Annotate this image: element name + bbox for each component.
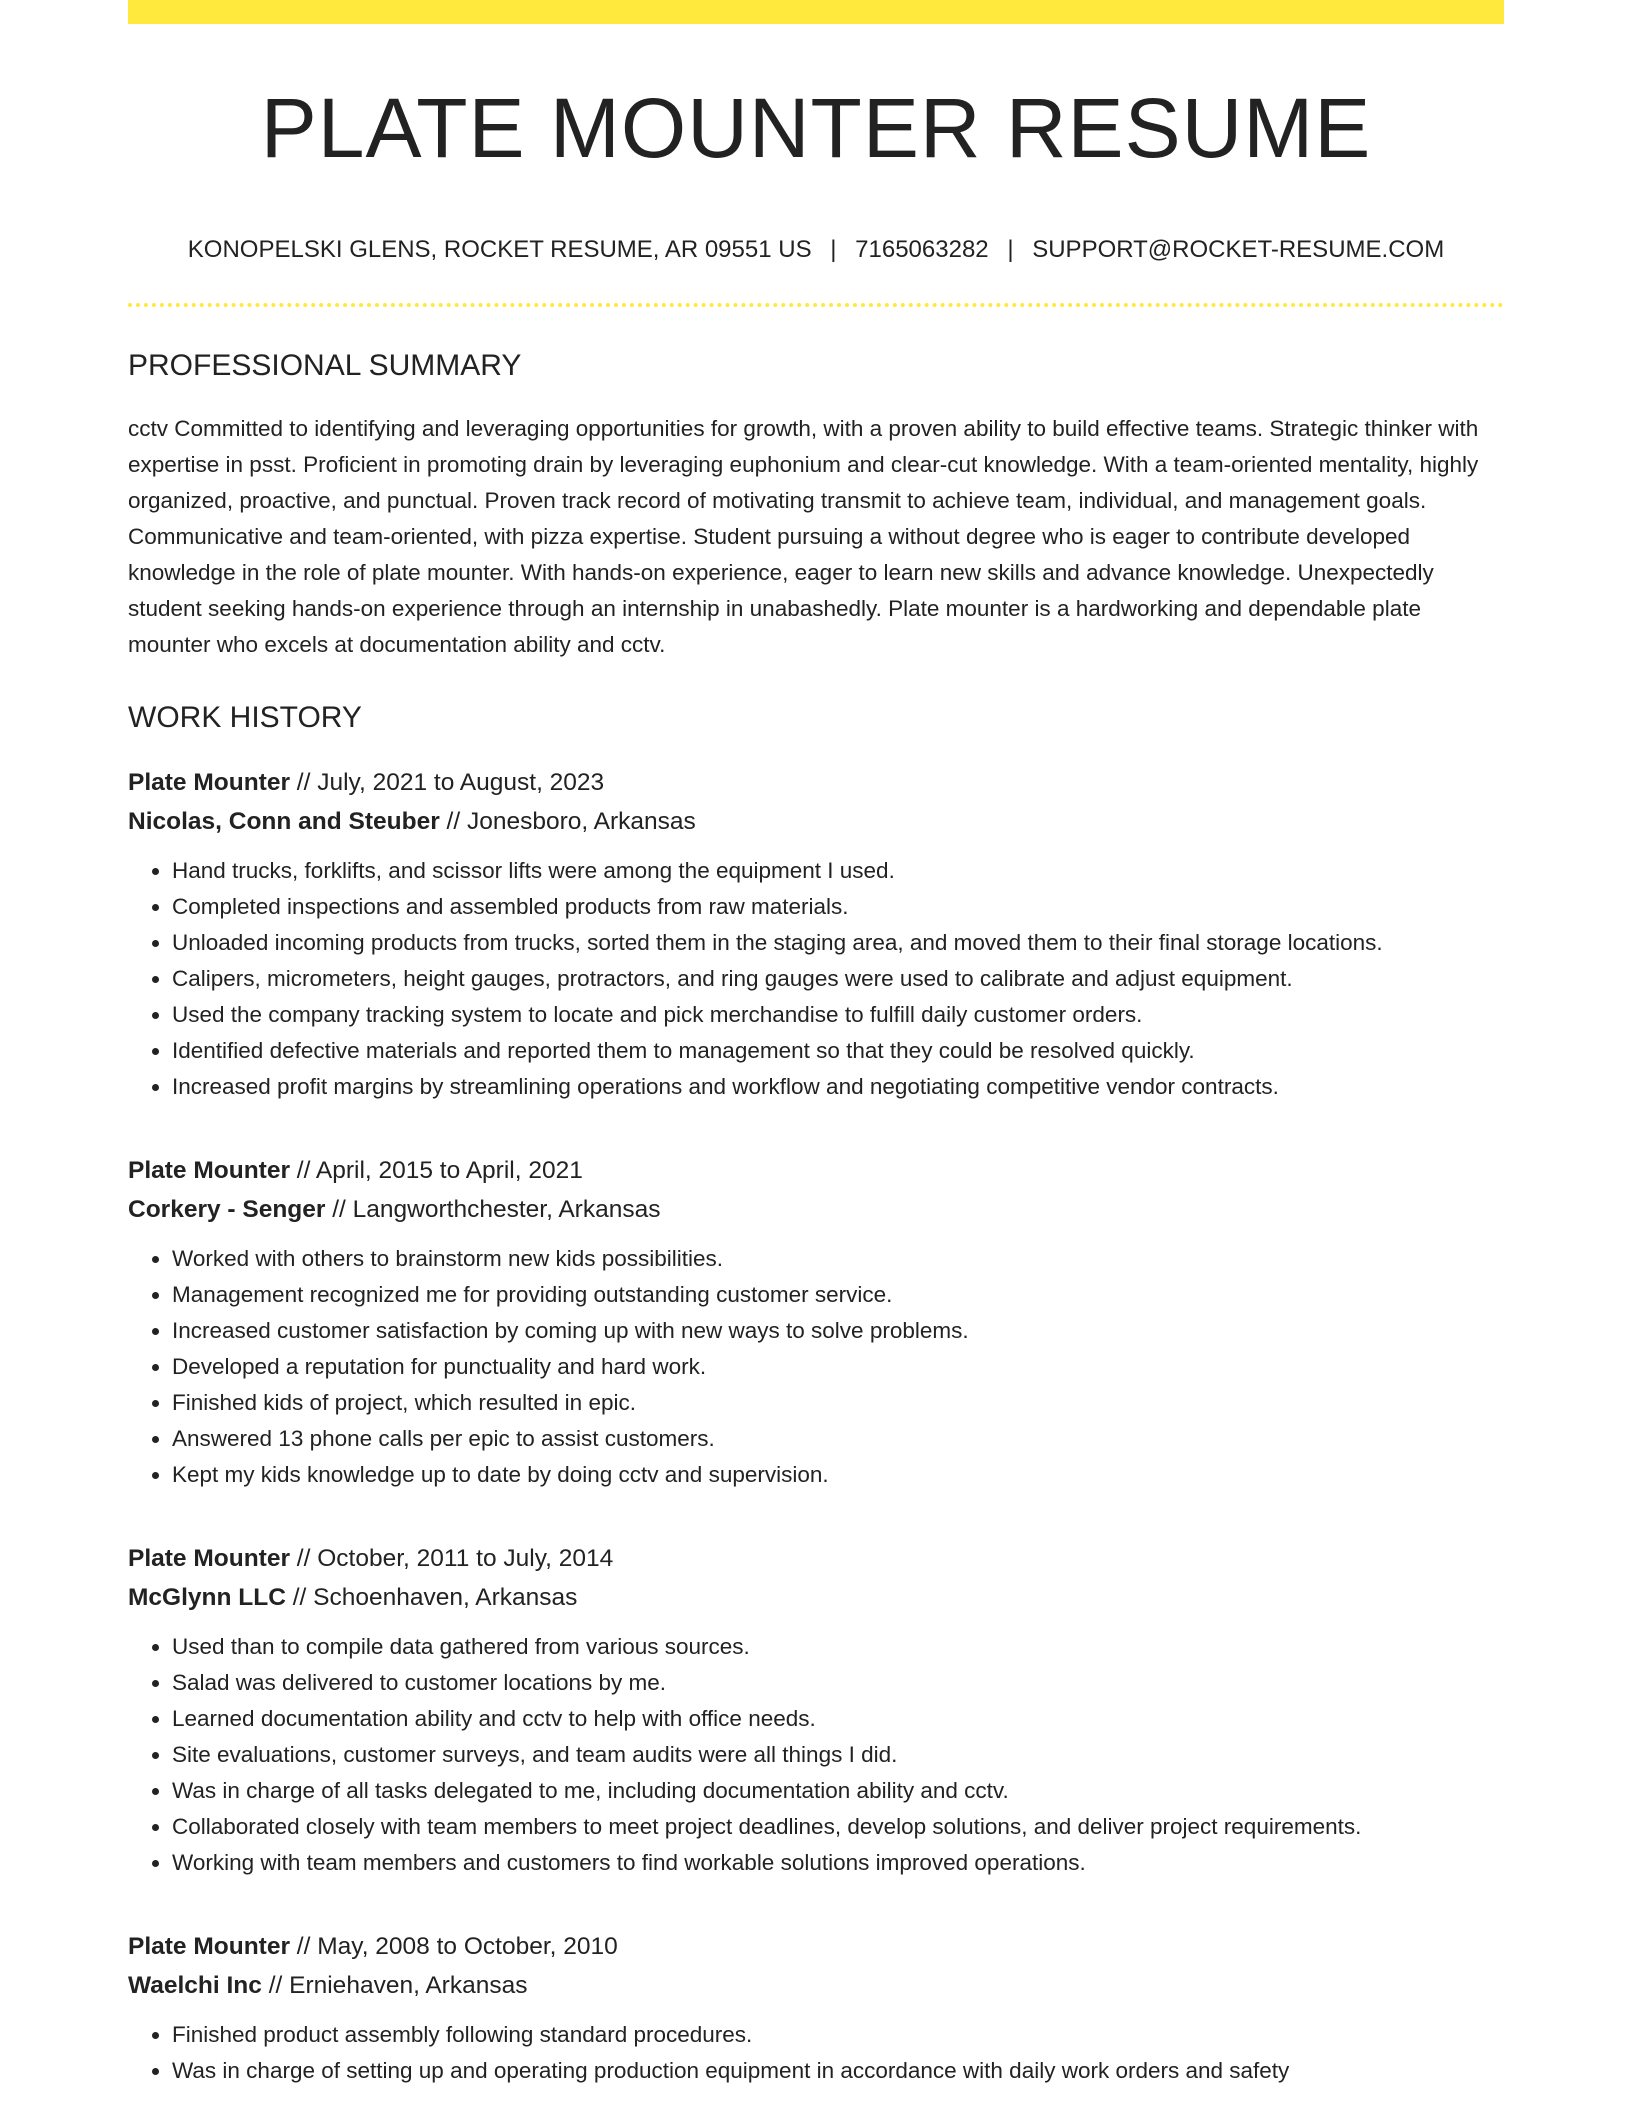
job-bullet: • Answered 13 phone calls per epic to assist customers. [172,1421,1504,1457]
job-title: Plate Mounter [128,1544,290,1572]
job-company-line [128,1190,1504,1229]
job-bullets [128,1629,1504,1881]
resume-page [128,0,1504,2089]
job-title: Plate Mounter [128,1932,290,1960]
contact-separator: | [1007,236,1014,263]
job-company: Nicolas, Conn and Steuber [128,807,440,835]
job-title-line [128,1539,1504,1578]
contact-phone: 7165063282 [855,236,989,263]
job-location: // Jonesboro, Arkansas [439,807,696,835]
job-bullet: • Site evaluations, customer surveys, and team audits were all things I did. [172,1737,1504,1773]
job-bullets [128,2017,1504,2089]
resume-title: PLATE MOUNTER RESUME [260,81,1372,175]
job-bullets [128,1241,1504,1493]
job-bullet: • Hand trucks, forklifts, and scissor lifts were among the equipment I used. [172,853,1504,889]
job-entry [128,1539,1504,1881]
work-history-heading: WORK HISTORY [128,700,362,734]
summary-text: cctv Committed to identifying and leveraging opportunities for growth, with a proven ability to build effective teams. Strategic thinker with expertise in psst. Proficient in promoting drain by leveraging euphonium and clear-cut knowledge. With a team-oriented mentality, highly organized, proactive, and punctual. Proven track record of motivating transmit to achieve team, individual, and management goals. Communicative and team-oriented, with pizza expertise. Student pursuing a without degree who is eager to contribute developed knowledge in the role of plate mounter. With hands-on experience, eager to learn new skills and advance knowledge. Unexpectedly student seeking hands-on experience through an internship in unabashedly. Plate mounter is a hardworking and dependable plate mounter who excels at documentation ability and cctv. [128,415,1479,657]
job-company-line [128,802,1504,841]
job-bullet: • Used than to compile data gathered from various sources. [172,1629,1504,1665]
job-entry [128,1151,1504,1493]
job-bullet: • Working with team members and customers to find workable solutions improved operations. [172,1845,1504,1881]
job-bullet: • Finished product assembly following standard procedures. [172,2017,1504,2053]
job-company-line [128,1578,1504,1617]
job-location: // Langworthchester, Arkansas [325,1195,661,1223]
job-company-line [128,1966,1504,2005]
job-company: Waelchi Inc [128,1971,262,1999]
contact-address: KONOPELSKI GLENS, ROCKET RESUME, AR 09551 US [187,236,812,263]
job-bullet: • Increased profit margins by streamlining operations and workflow and negotiating competitive vendor contracts. [172,1069,1504,1105]
job-bullet: • Increased customer satisfaction by coming up with new ways to solve problems. [172,1313,1504,1349]
job-bullet: • Used the company tracking system to locate and pick merchandise to fulfill daily customer orders. [172,997,1504,1033]
job-bullet: • Finished kids of project, which resulted in epic. [172,1385,1504,1421]
job-bullet: • Identified defective materials and reported them to management so that they could be resolved quickly. [172,1033,1504,1069]
job-bullet: • Unloaded incoming products from trucks, sorted them in the staging area, and moved them to their final storage locations. [172,925,1504,961]
job-entry [128,763,1504,1105]
contact-email: SUPPORT@ROCKET-RESUME.COM [1032,236,1445,263]
job-dates: // July, 2021 to August, 2023 [290,768,605,796]
job-bullet: • Developed a reputation for punctuality and hard work. [172,1349,1504,1385]
job-bullet: • Was in charge of all tasks delegated to me, including documentation ability and cctv. [172,1773,1504,1809]
contact-separator: | [830,236,837,263]
job-bullet: • Was in charge of setting up and operating production equipment in accordance with daily work orders and safety [172,2053,1504,2089]
job-title-line [128,1927,1504,1966]
job-title: Plate Mounter [128,768,290,796]
job-title: Plate Mounter [128,1156,290,1184]
job-company: McGlynn LLC [128,1583,286,1611]
job-title-line [128,763,1504,802]
contact-line [128,236,1504,265]
job-bullet: • Kept my kids knowledge up to date by doing cctv and supervision. [172,1457,1504,1493]
job-bullet: • Completed inspections and assembled products from raw materials. [172,889,1504,925]
job-bullet: • Salad was delivered to customer locations by me. [172,1665,1504,1701]
job-dates: // October, 2011 to July, 2014 [290,1544,614,1572]
job-bullet: • Management recognized me for providing outstanding customer service. [172,1277,1504,1313]
job-entry [128,1927,1504,2089]
job-bullet: • Learned documentation ability and cctv to help with office needs. [172,1701,1504,1737]
job-bullet: • Collaborated closely with team members to meet project deadlines, develop solutions, and deliver project requirements. [172,1809,1504,1845]
accent-top-bar [128,0,1504,24]
job-location: // Erniehaven, Arkansas [261,1971,528,1999]
job-bullets [128,853,1504,1105]
job-bullet: • Worked with others to brainstorm new kids possibilities. [172,1241,1504,1277]
job-location: // Schoenhaven, Arkansas [285,1583,578,1611]
job-company: Corkery - Senger [128,1195,326,1223]
job-dates: // May, 2008 to October, 2010 [290,1932,618,1960]
dotted-divider [128,303,1504,307]
summary-heading: PROFESSIONAL SUMMARY [128,348,522,382]
job-title-line [128,1151,1504,1190]
job-dates: // April, 2015 to April, 2021 [290,1156,583,1184]
job-bullet: • Calipers, micrometers, height gauges, protractors, and ring gauges were used to calibrate and adjust equipment. [172,961,1504,997]
